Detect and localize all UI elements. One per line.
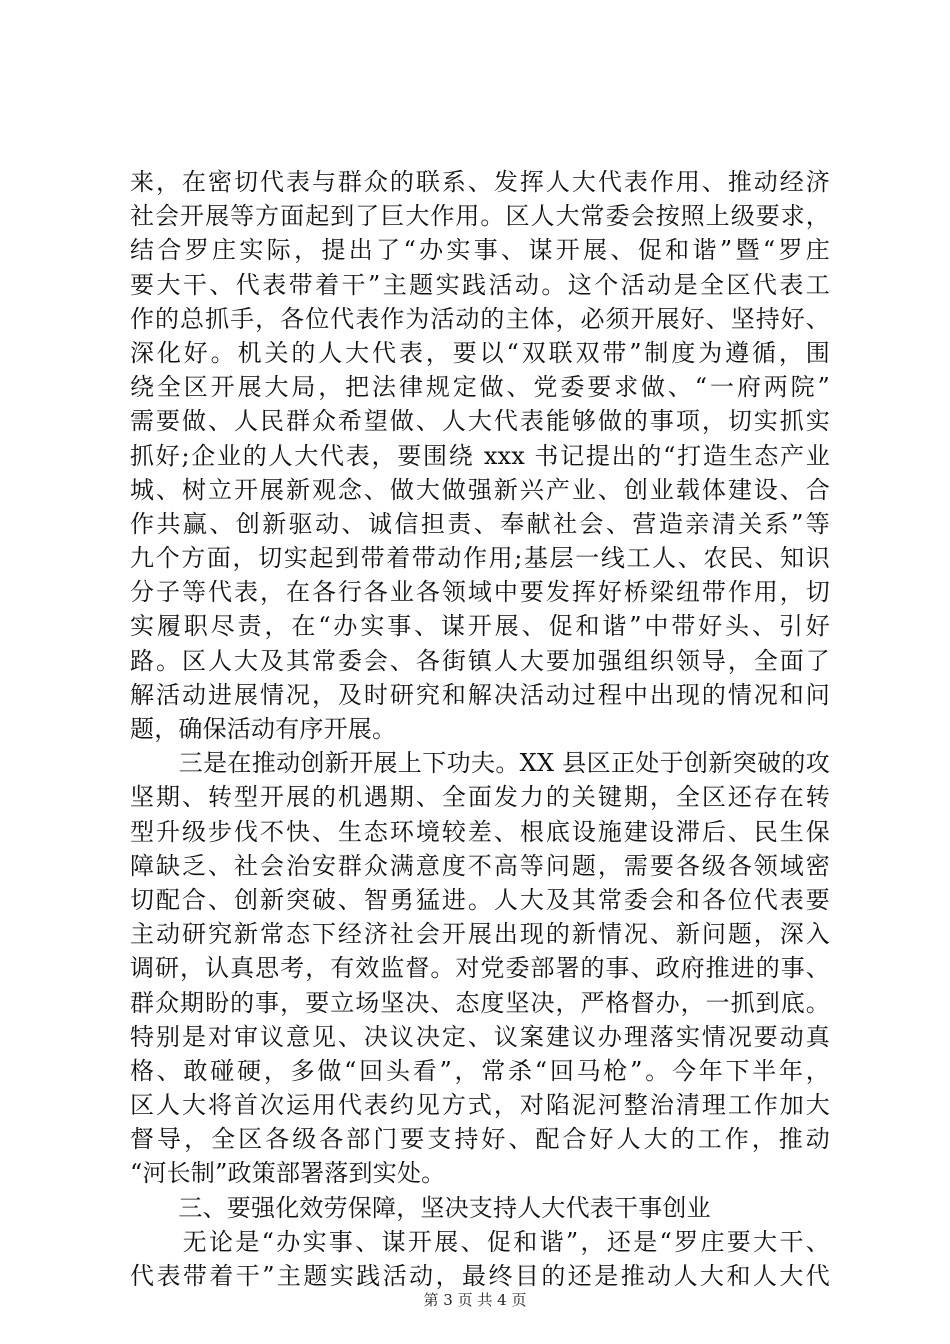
text-line: 路。区人大及其常委会、各街镇人大要加强组织领导，全面了 bbox=[130, 646, 830, 675]
text-line: 分子等代表，在各行各业各领域中要发挥好桥梁纽带作用，切 bbox=[130, 578, 830, 607]
text-line: 障缺乏、社会治安群众满意度不高等问题，需要各级各领域密 bbox=[130, 851, 830, 880]
text-line: 督导，全区各级各部门要支持好、配合好人大的工作，推动 bbox=[130, 1125, 830, 1154]
text-line: 抓好;企业的人大代表，要围绕 xxx 书记提出的“打造生态产业 bbox=[130, 441, 830, 470]
text-line: 三是在推动创新开展上下功夫。XX 县区正处于创新突破的攻 bbox=[130, 749, 830, 778]
text-line: 作共赢、创新驱动、诚信担责、奉献社会、营造亲清关系”等 bbox=[130, 509, 830, 538]
text-line: 特别是对审议意见、决议决定、议案建议办理落实情况要动真 bbox=[130, 1022, 830, 1051]
text-line: 绕全区开展大局，把法律规定做、党委要求做、“一府两院” bbox=[130, 373, 830, 402]
text-line: 社会开展等方面起到了巨大作用。区人大常委会按照上级要求， bbox=[130, 202, 830, 231]
text-line: 格、敢碰硬，多做“回头看”，常杀“回马枪”。今年下半年， bbox=[130, 1056, 830, 1085]
page-number-footer: 第 3 页 共 4 页 bbox=[423, 1291, 527, 1309]
text-line: 城、树立开展新观念、做大做强新兴产业、创业载体建设、合 bbox=[130, 475, 830, 504]
text-line: 群众期盼的事，要立场坚决、态度坚决，严格督办，一抓到底。 bbox=[130, 988, 830, 1017]
text-line: 区人大将首次运用代表约见方式，对陷泥河整治清理工作加大 bbox=[130, 1091, 830, 1120]
text-line: 实履职尽责，在“办实事、谋开展、促和谐”中带好头、引好 bbox=[130, 612, 830, 641]
text-line: 主动研究新常态下经济社会开展出现的新情况、新问题，深入 bbox=[130, 920, 830, 949]
text-line: 解活动进展情况，及时研究和解决活动过程中出现的情况和问 bbox=[130, 680, 830, 709]
text-line: 无论是“办实事、谋开展、促和谐”，还是“罗庄要大干、 bbox=[130, 1227, 830, 1256]
text-line: 代表带着干”主题实践活动，最终目的还是推动人大和人大代 bbox=[130, 1262, 830, 1290]
body-text bbox=[130, 165, 830, 1293]
text-line: “河长制”政策部署落到实处。 bbox=[130, 1159, 446, 1188]
text-line: 结合罗庄实际，提出了“办实事、谋开展、促和谐”暨“罗庄 bbox=[130, 236, 830, 265]
text-line: 来，在密切代表与群众的联系、发挥人大代表作用、推动经济 bbox=[130, 168, 830, 196]
text-line: 坚期、转型开展的机遇期、全面发力的关键期，全区还存在转 bbox=[130, 783, 830, 812]
text-line: 要大干、代表带着干”主题实践活动。这个活动是全区代表工 bbox=[130, 270, 830, 299]
text-line: 深化好。机关的人大代表，要以“双联双带”制度为遵循，围 bbox=[130, 338, 830, 367]
text-line: 调研，认真思考，有效监督。对党委部署的事、政府推进的事、 bbox=[130, 954, 830, 983]
section-heading: 三、要强化效劳保障，坚决支持人大代表干事创业 bbox=[130, 1193, 711, 1222]
text-line: 切配合、创新突破、智勇猛进。人大及其常委会和各位代表要 bbox=[130, 885, 830, 914]
text-line: 题，确保活动有序开展。 bbox=[130, 715, 397, 743]
text-line: 型升级步伐不快、生态环境较差、根底设施建设滞后、民生保 bbox=[130, 817, 830, 846]
text-line: 九个方面，切实起到带着带动作用;基层一线工人、农民、知识 bbox=[130, 544, 830, 573]
text-line: 需要做、人民群众希望做、人大代表能够做的事项，切实抓实 bbox=[130, 407, 830, 436]
text-line: 作的总抓手，各位代表作为活动的主体，必须开展好、坚持好、 bbox=[130, 304, 830, 333]
